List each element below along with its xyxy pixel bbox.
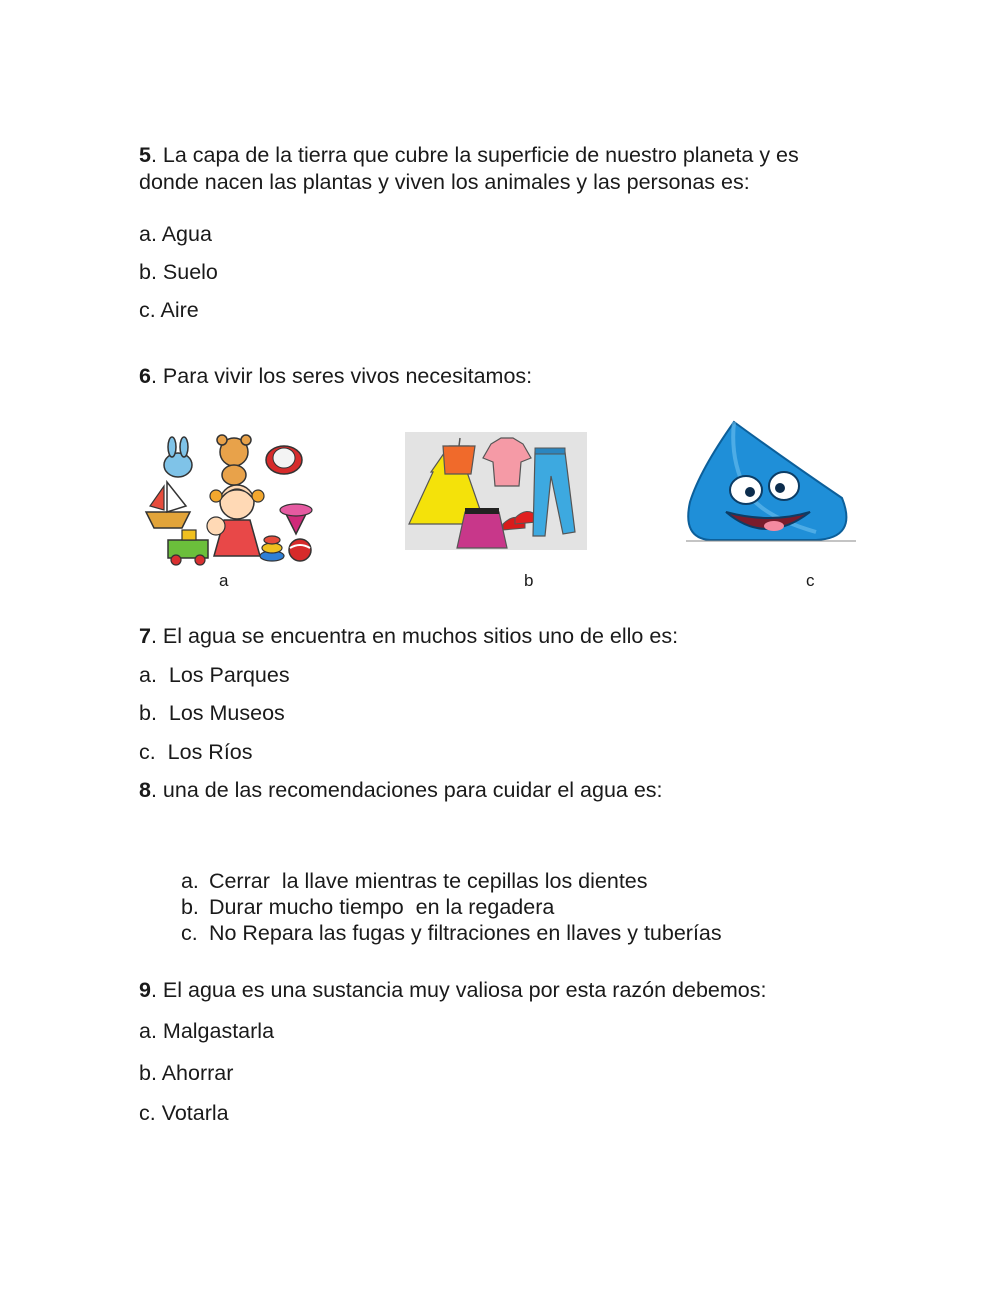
image-caption-a: a — [219, 571, 229, 590]
toys-image[interactable] — [142, 430, 332, 570]
option-c[interactable]: c. Los Ríos — [139, 740, 253, 764]
option-letter: c. — [180, 921, 198, 945]
image-caption-b: b — [524, 571, 534, 590]
question-9 — [139, 977, 766, 1004]
option-a[interactable]: a. Los Parques — [139, 663, 290, 687]
option-c[interactable]: c. Votarla — [139, 1101, 229, 1125]
question-5 — [139, 142, 799, 196]
question-6 — [139, 363, 532, 390]
option-c[interactable]: c. Aire — [139, 298, 199, 322]
clothes-image[interactable] — [405, 432, 587, 550]
question-number: 5 — [139, 143, 151, 167]
question-number: 8 — [139, 778, 151, 802]
question-7 — [139, 623, 678, 650]
option-letter: b. — [180, 895, 199, 919]
question-number: 7 — [139, 624, 151, 648]
question-text: . El agua se encuentra en muchos sitios uno de ello es: — [150, 624, 679, 648]
question-number: 9 — [139, 978, 151, 1002]
option-text: Durar mucho tiempo en la regadera — [208, 895, 555, 919]
option-b[interactable]: b. Suelo — [139, 260, 218, 284]
image-caption-c: c — [806, 571, 815, 590]
option-text: Cerrar la llave mientras te cepillas los dientes — [208, 869, 648, 893]
option-c[interactable] — [169, 894, 722, 946]
question-text: . El agua es una sustancia muy valiosa por esta razón debemos: — [150, 978, 767, 1002]
option-a[interactable]: a. Malgastarla — [139, 1019, 275, 1043]
question-text: . una de las recomendaciones para cuidar el agua es: — [150, 778, 663, 802]
question-text: . La capa de la tierra que cubre la superficie de nuestro planeta y es — [150, 143, 799, 167]
option-b[interactable]: b. Los Museos — [139, 701, 285, 725]
question-number: 6 — [139, 364, 151, 388]
question-text: . Para vivir los seres vivos necesitamos: — [150, 364, 533, 388]
option-a[interactable]: a. Agua — [139, 222, 212, 246]
option-b[interactable]: b. Ahorrar — [139, 1061, 234, 1085]
water-drop-image[interactable] — [686, 420, 856, 544]
option-text: No Repara las fugas y filtraciones en llaves y tuberías — [208, 921, 722, 945]
option-letter: a. — [180, 869, 199, 893]
question-text: donde nacen las plantas y viven los animales y las personas es: — [139, 170, 750, 194]
question-8 — [139, 777, 663, 804]
